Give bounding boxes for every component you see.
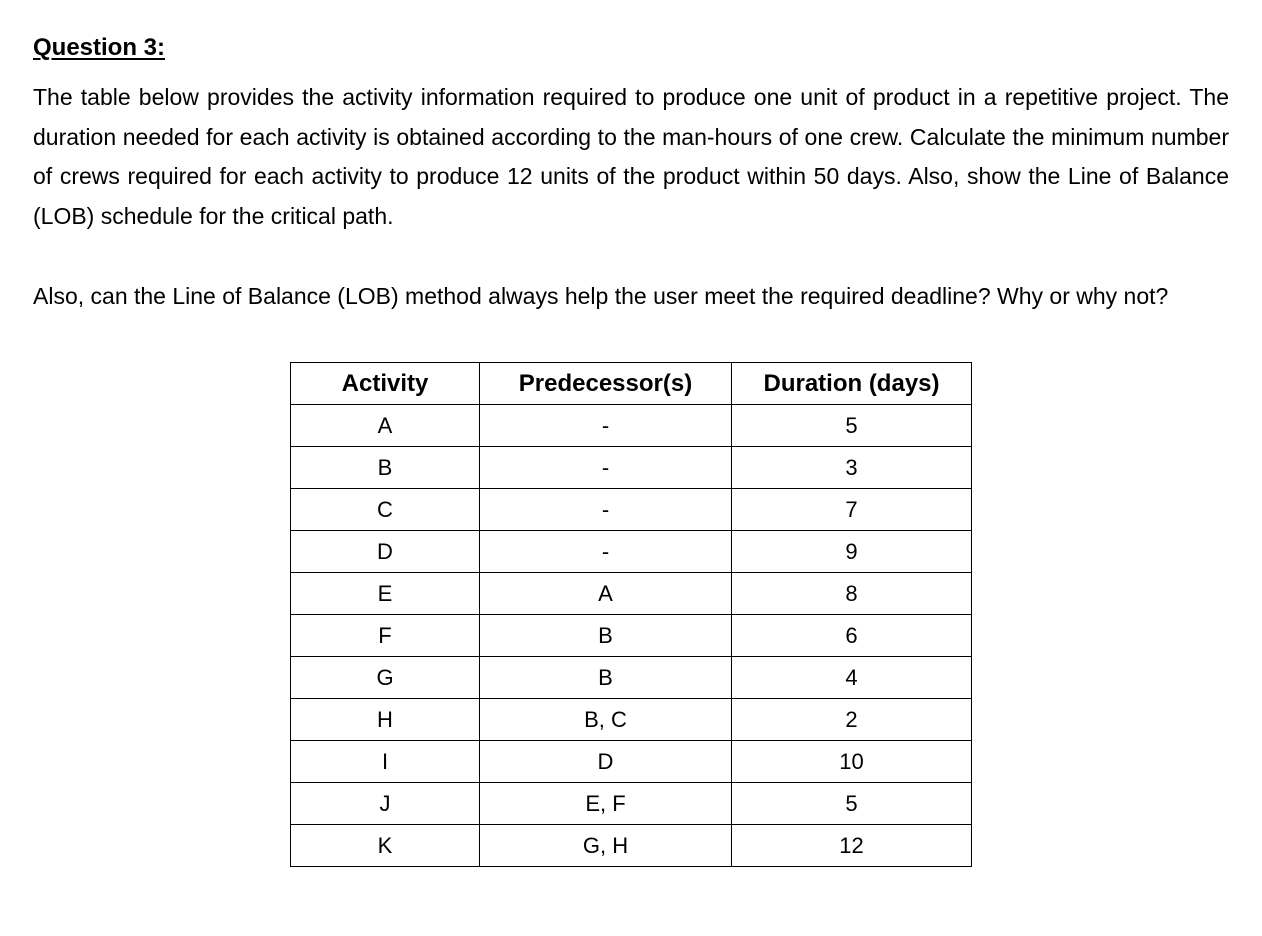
cell-predecessor: -: [480, 447, 732, 489]
header-activity: Activity: [291, 363, 480, 405]
cell-duration: 7: [732, 489, 972, 531]
table-row: [291, 573, 972, 615]
cell-predecessor: G, H: [480, 825, 732, 867]
cell-duration: 3: [732, 447, 972, 489]
cell-predecessor: D: [480, 741, 732, 783]
cell-duration: 12: [732, 825, 972, 867]
table-row: [291, 615, 972, 657]
table-row: [291, 405, 972, 447]
header-duration: Duration (days): [732, 363, 972, 405]
cell-activity: H: [291, 699, 480, 741]
cell-predecessor: B, C: [480, 699, 732, 741]
question-paragraph-1: The table below provides the activity information required to produce one unit of product in a repetitive project. The duration needed for each activity is obtained according to the man-hours of one crew. Calculate the minimum number of crews required for each activity to produce 12 units of the product within 50 days. Also, show the Line of Balance (LOB) schedule for the critical path.: [33, 84, 1229, 229]
cell-duration: 2: [732, 699, 972, 741]
cell-activity: A: [291, 405, 480, 447]
cell-predecessor: -: [480, 405, 732, 447]
cell-activity: B: [291, 447, 480, 489]
cell-duration: 6: [732, 615, 972, 657]
cell-activity: I: [291, 741, 480, 783]
cell-duration: 5: [732, 783, 972, 825]
header-predecessors: Predecessor(s): [480, 363, 732, 405]
cell-duration: 5: [732, 405, 972, 447]
cell-activity: C: [291, 489, 480, 531]
cell-predecessor: B: [480, 657, 732, 699]
table-row: [291, 741, 972, 783]
cell-activity: D: [291, 531, 480, 573]
cell-duration: 10: [732, 741, 972, 783]
cell-activity: J: [291, 783, 480, 825]
table-header-row: [291, 363, 972, 405]
question-title: Question 3:: [33, 34, 166, 61]
cell-activity: K: [291, 825, 480, 867]
table-row: [291, 825, 972, 867]
question-paragraph-2: Also, can the Line of Balance (LOB) method always help the user meet the required deadline? Why or why not?: [33, 283, 1169, 309]
activity-table: [290, 362, 972, 867]
cell-duration: 4: [732, 657, 972, 699]
cell-predecessor: A: [480, 573, 732, 615]
table-row: [291, 657, 972, 699]
table-row: [291, 489, 972, 531]
cell-predecessor: -: [480, 531, 732, 573]
cell-predecessor: B: [480, 615, 732, 657]
cell-predecessor: -: [480, 489, 732, 531]
cell-duration: 8: [732, 573, 972, 615]
table-row: [291, 783, 972, 825]
table-row: [291, 699, 972, 741]
cell-duration: 9: [732, 531, 972, 573]
activity-table-container: [290, 362, 972, 867]
cell-activity: F: [291, 615, 480, 657]
table-row: [291, 531, 972, 573]
cell-activity: G: [291, 657, 480, 699]
cell-predecessor: E, F: [480, 783, 732, 825]
cell-activity: E: [291, 573, 480, 615]
table-row: [291, 447, 972, 489]
